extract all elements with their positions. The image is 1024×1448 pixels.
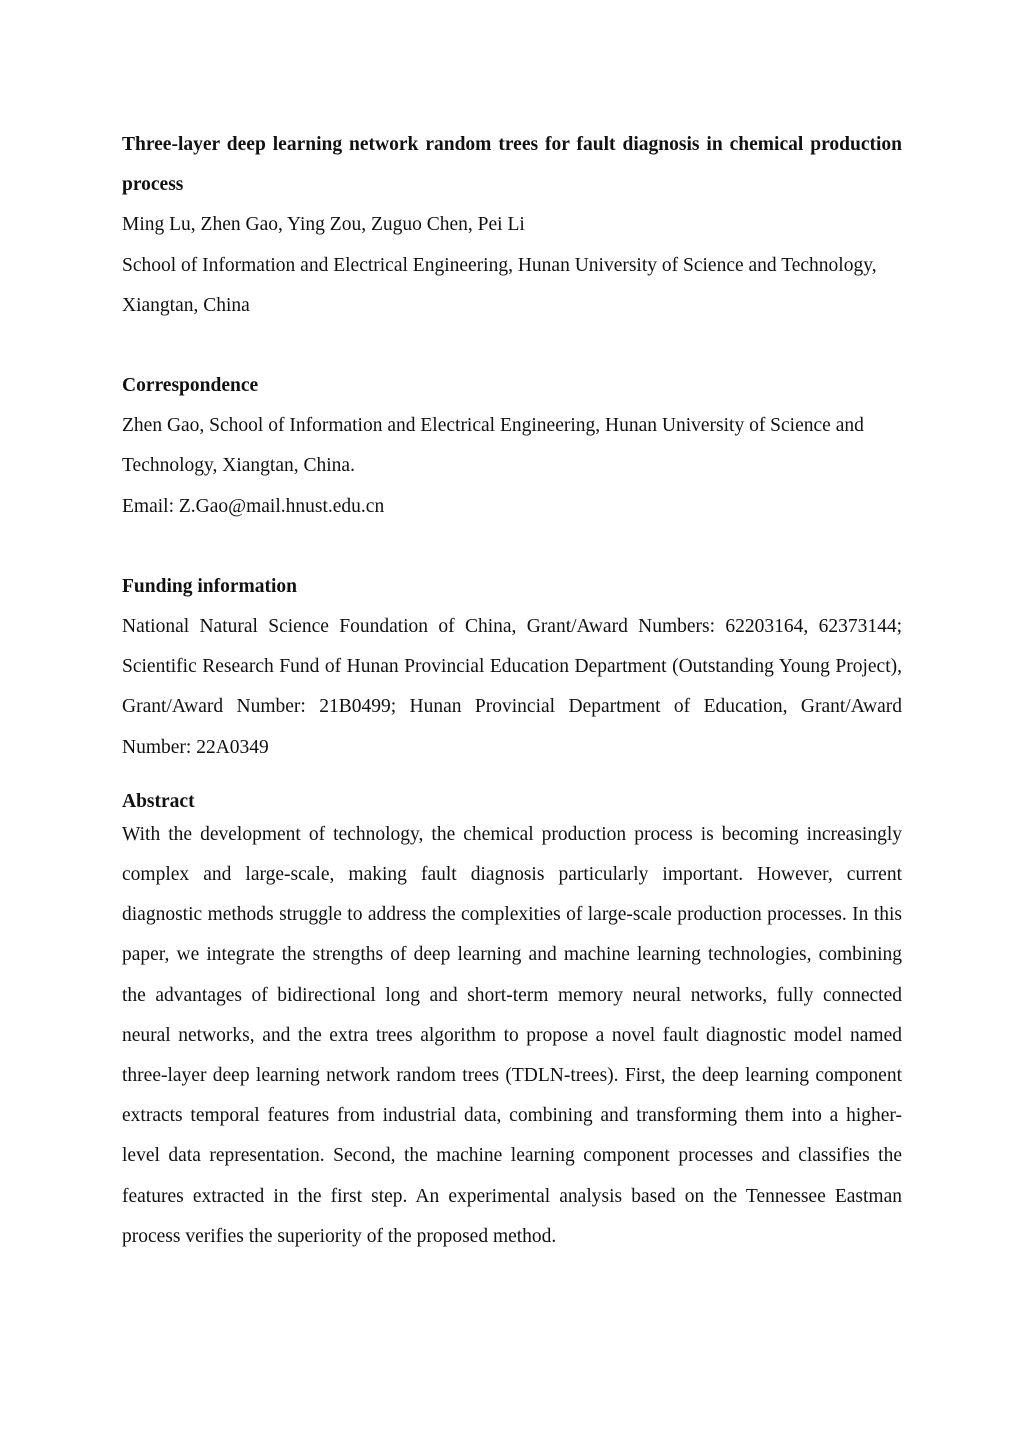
email-line — [122, 487, 902, 527]
abstract-text: With the development of technology, the chemical production process is becoming increasingly complex and large-scale, making fault diagnosis particularly important. However, current diagnostic methods struggle to address the complexities of large-scale production processes. In this paper, we integrate the strengths of deep learning and machine learning technologies, combining the advantages of bidirectional long and short-term memory neural networks, fully connected neural networks, and the extra trees algorithm to propose a novel fault diagnostic model named three-layer deep learning network random trees (TDLN-trees). First, the deep learning component extracts temporal features from industrial data, combining and transforming them into a higher-level data representation. Second, the machine learning component processes and classifies the features extracted in the first step. An experimental analysis based on the Tennessee Eastman process verifies the superiority of the proposed method. — [122, 823, 902, 1247]
affiliation: School of Information and Electrical Engineering, Hunan University of Science and Technology, Xiangtan, China — [122, 254, 877, 316]
paper-page — [122, 125, 902, 1257]
email-link[interactable]: Z.Gao@mail.hnust.edu.cn — [178, 495, 385, 517]
section-spacer — [122, 768, 902, 788]
correspondence-heading: Correspondence — [122, 375, 259, 397]
paper-title: Three-layer deep learning network random trees for fault diagnosis in chemical production process — [122, 134, 902, 196]
funding-heading: Funding information — [122, 575, 297, 597]
correspondence-text: Zhen Gao, School of Information and Electrical Engineering, Hunan University of Science and Technology, Xiangtan, China. — [122, 415, 864, 477]
author-list: Ming Lu, Zhen Gao, Ying Zou, Zuguo Chen, Pei Li — [122, 214, 525, 236]
section-spacer — [122, 527, 902, 567]
email-label: Email: — [122, 495, 179, 517]
section-spacer — [122, 326, 902, 366]
abstract-heading: Abstract — [122, 790, 195, 812]
funding-text: National Natural Science Foundation of China, Grant/Award Numbers: 62203164, 62373144; Scientific Research Fund of Hunan Provincial Education Department (Outstanding Young Project), Grant/Award Number: 21B0499; Hunan Provincial Department of Education, Grant/Award Number: 22A0349 — [122, 616, 902, 758]
